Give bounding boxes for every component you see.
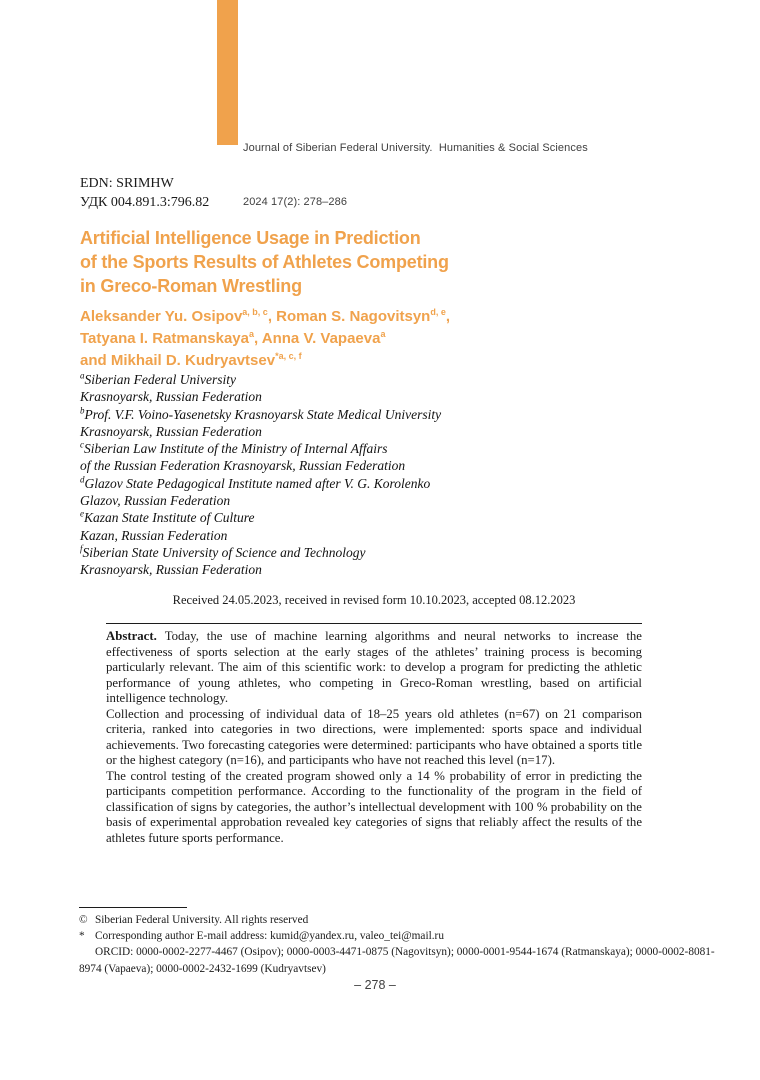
affiliation-line: Krasnoyarsk, Russian Federation (80, 562, 262, 578)
footnote-line: ORCID: 0000-0002-2277-4467 (Osipov); 0000-0003-4471-0875 (Nagovitsyn); 0000-0001-9544-1674 (Ratmanskaya); 0000-0002-8081-8974 (Vapaeva); 0000-0002-2432-1699 (Kudryavtsev) (79, 946, 715, 975)
footnote-marker: * (79, 930, 85, 943)
page-number: – 278 – (354, 978, 396, 992)
journal-issue: 2024 17(2): 278–286 (243, 196, 348, 208)
affiliation-line: $^b$Prof. V.F. Voino-Yasenetsky Krasnoyarsk State Medical University (80, 405, 442, 422)
footnote-line: © Siberian Federal University. All rights reserved (79, 912, 720, 928)
footnotes (79, 912, 720, 977)
footnote-line: * Corresponding author E-mail address: kumid@yandex.ru, valeo_tei@mail.ru (79, 928, 720, 944)
authors (80, 306, 450, 372)
abstract-paragraph: The control testing of the created program showed only a 14 % probability of error in predicting the participants competition performance. According to the functionality of the program in the field of classification of signs by categories, the author’s intellectual development with 100 % probability on the basis of experimental approbation revealed key categories of signs that reliably affect the results of the athletes future sports performance. (106, 768, 642, 845)
abstract-paragraph: Collection and processing of individual data of 18–25 years old athletes (n=67) on 21 comparison criteria, ranked into categories in two directions, were implemented: sports space and individual achievements. Two forecasting categories were determined: participants who have obtained a sports title or the highest category (n=16), and participants who have not reached this level (n=17). (106, 706, 642, 767)
article-title (80, 226, 449, 298)
journal-brand-bar (217, 0, 238, 145)
author-line: Aleksander Yu. Osipov$^{a, b, c}$, Roman S. Nagovitsyn$^{d, e}$, (80, 307, 451, 325)
affiliation-line: Krasnoyarsk, Russian Federation (80, 389, 262, 405)
abstract (106, 629, 642, 846)
udk-code: УДК 004.891.3:796.82 (80, 195, 210, 210)
affiliation-line: $^c$Siberian Law Institute of the Ministry of Internal Affairs (80, 439, 388, 457)
edn-code: EDN: SRIMHW (80, 176, 174, 191)
affiliation-line: $^f$Siberian State University of Science and Technology (80, 543, 366, 560)
affiliation-line: $^e$Kazan State Institute of Culture (80, 508, 255, 526)
journal-name: Journal of Siberian Federal University. Humanities & Social Sciences (243, 142, 588, 154)
article-codes (80, 174, 209, 212)
author-line: Tatyana I. Ratmanskaya$^a$, Anna V. Vapaeva$^a$ (80, 329, 386, 347)
affiliation-line: $^a$Siberian Federal University (80, 370, 236, 387)
title-line: in Greco-Roman Wrestling (80, 276, 302, 296)
title-line: of the Sports Results of Athletes Competing (80, 252, 449, 272)
footnote-rule (79, 907, 187, 908)
received-dates: Received 24.05.2023, received in revised form 10.10.2023, accepted 08.12.2023 (172, 593, 576, 607)
affiliation-line: Kazan, Russian Federation (80, 527, 228, 543)
affiliation-line: Glazov, Russian Federation (80, 493, 231, 509)
author-line: and Mikhail D. Kudryavtsev$^{*a, c, f}$ (80, 351, 302, 369)
affiliations (80, 371, 441, 579)
affiliation-line: Krasnoyarsk, Russian Federation (80, 423, 262, 439)
title-line: Artificial Intelligence Usage in Prediction (80, 228, 421, 248)
footnote-marker: © (79, 914, 88, 926)
abstract-paragraph: Abstract. Today, the use of machine learning algorithms and neural networks to increase the effectiveness of sports selection at the early stages of the athletes’ training process is becoming particularly relevant. The aim of this scientific work: to develop a program for predicting the athletic performance of young athletes, who competing in Greco-Roman wrestling, based on artificial intelligence technology. (106, 629, 642, 705)
affiliation-line: of the Russian Federation Krasnoyarsk, Russian Federation (80, 458, 406, 474)
abstract-divider (106, 623, 642, 624)
affiliation-line: $^d$Glazov State Pedagogical Institute named after V. G. Korolenko (80, 474, 431, 491)
